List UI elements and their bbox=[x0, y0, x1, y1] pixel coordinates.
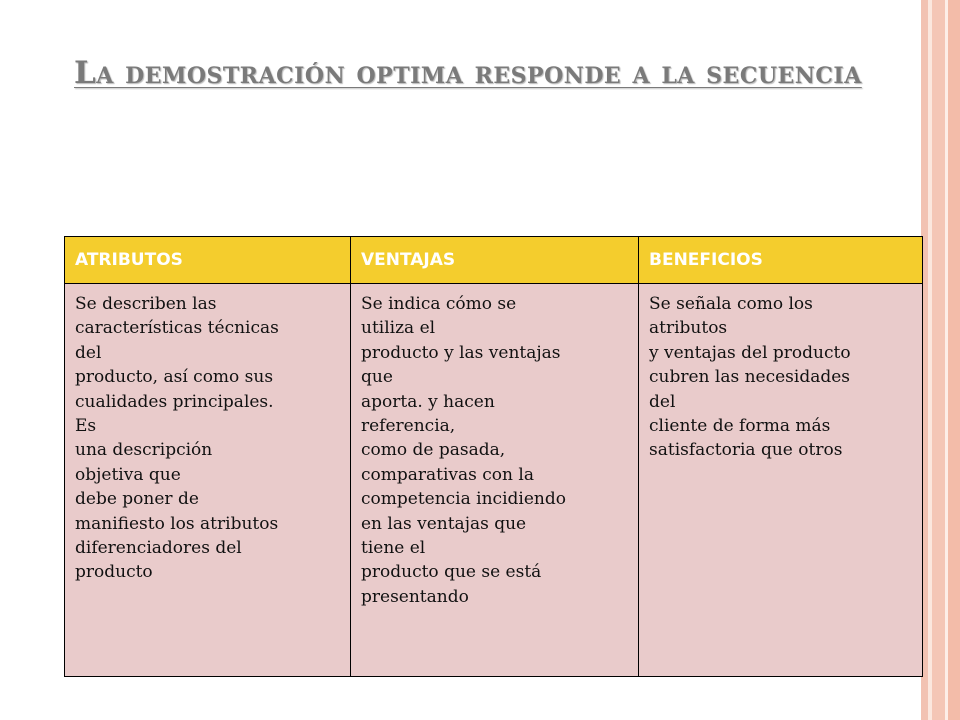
cell-line: del bbox=[75, 342, 102, 363]
header-beneficios: BENEFICIOS bbox=[639, 237, 923, 284]
cell-line: cubren las necesidades bbox=[649, 367, 851, 388]
cell-line: como de pasada, bbox=[361, 440, 506, 461]
cell-ventajas bbox=[351, 284, 639, 677]
table-header-row bbox=[65, 237, 923, 284]
cell-line: producto bbox=[75, 562, 153, 583]
cell-line: una descripción bbox=[75, 440, 213, 461]
cell-line: producto y las ventajas bbox=[361, 342, 561, 363]
cell-line: que bbox=[361, 367, 393, 388]
cell-line: competencia incidiendo bbox=[361, 489, 566, 510]
header-ventajas: VENTAJAS bbox=[351, 237, 639, 284]
cell-line: producto que se está bbox=[361, 562, 542, 583]
cell-beneficios bbox=[639, 284, 923, 677]
cell-line: y ventajas del producto bbox=[649, 342, 851, 363]
cell-line: presentando bbox=[361, 586, 469, 607]
cell-line: utiliza el bbox=[361, 318, 436, 339]
cell-line: cualidades principales. bbox=[75, 391, 274, 412]
cell-line: debe poner de bbox=[75, 489, 199, 510]
cell-line: Es bbox=[75, 416, 97, 437]
comparison-table bbox=[64, 236, 923, 677]
cell-line: cliente de forma más bbox=[649, 416, 831, 437]
cell-line: en las ventajas que bbox=[361, 513, 527, 534]
cell-line: Se describen las bbox=[75, 294, 217, 314]
cell-line: Se indica cómo se bbox=[361, 294, 517, 314]
cell-line: objetiva que bbox=[75, 464, 181, 485]
cell-atributos bbox=[65, 284, 351, 677]
cell-line: tiene el bbox=[361, 538, 426, 559]
cell-line: satisfactoria que otros bbox=[649, 440, 843, 461]
table-row bbox=[65, 284, 923, 677]
cell-line: del bbox=[649, 391, 676, 412]
cell-line: Se señala como los bbox=[649, 294, 813, 314]
decorative-stripe bbox=[948, 0, 960, 720]
header-atributos: ATRIBUTOS bbox=[65, 237, 351, 284]
cell-line: producto, así como sus bbox=[75, 367, 274, 388]
decorative-stripe bbox=[932, 0, 945, 720]
cell-line: aporta. y hacen bbox=[361, 391, 495, 412]
slide-title: La demostración optima responde a la secuencia bbox=[74, 55, 862, 91]
cell-line: atributos bbox=[649, 318, 728, 339]
cell-line: diferenciadores del bbox=[75, 538, 242, 559]
cell-line: referencia, bbox=[361, 416, 456, 437]
cell-line: características técnicas bbox=[75, 318, 279, 339]
cell-line: comparativas con la bbox=[361, 464, 534, 485]
cell-line: manifiesto los atributos bbox=[75, 513, 279, 534]
